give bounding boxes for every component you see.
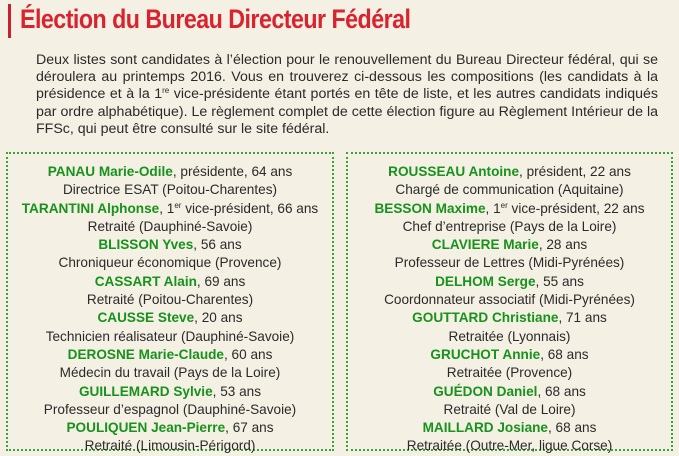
candidate-role: , présidente, 64 ans — [172, 164, 293, 179]
candidate-role: , 68 ans — [548, 420, 597, 436]
candidate-detail: Retraité (Poitou-Charentes) — [86, 292, 254, 308]
candidate-name: MAILLARD Josiane — [422, 420, 548, 436]
page-title: Élection du Bureau Directeur Fédéral — [20, 4, 411, 34]
candidate-role: , 53 ans — [212, 383, 262, 399]
candidate-detail: Retraitée (Provence) — [446, 365, 573, 381]
candidate-name: CASSART Alain — [94, 273, 197, 289]
candidate-entry — [348, 309, 671, 346]
candidate-entry — [8, 383, 332, 420]
candidate-name: BLISSON Yves — [98, 237, 194, 253]
candidate-name: BESSON Maxime — [374, 200, 486, 216]
title-accent-bar — [8, 4, 11, 38]
candidate-list-right — [346, 152, 673, 454]
candidate-role: , 60 ans — [224, 346, 273, 362]
candidate-name: DELHOM Serge — [435, 273, 536, 289]
candidate-entry — [8, 346, 332, 383]
candidate-name: TARANTINI Alphonse — [21, 200, 160, 216]
candidate-name: ROUSSEAU Antoine — [388, 164, 520, 179]
candidate-role: , 1 — [485, 200, 501, 216]
candidate-heading — [8, 200, 332, 218]
candidate-entry — [348, 236, 671, 273]
candidate-name: GRUCHOT Annie — [430, 346, 541, 362]
candidate-heading — [8, 163, 332, 181]
candidate-entry — [348, 273, 671, 310]
intro-superscript: re — [162, 86, 170, 96]
candidate-heading — [8, 383, 332, 401]
candidate-name: POULIQUEN Jean-Pierre — [66, 420, 226, 436]
candidate-detail: Retraitée (Lyonnais) — [448, 328, 571, 344]
candidate-detail: Directrice ESAT (Poitou-Charentes) — [62, 182, 278, 198]
candidate-detail: Professeur d’espagnol (Dauphiné-Savoie) — [43, 401, 297, 417]
candidate-entry — [348, 419, 671, 456]
intro-paragraph — [36, 52, 658, 138]
candidate-entry — [348, 163, 671, 200]
intro-text-1: Deux listes sont candidates à l’élection pour le renouvellement du Bureau Directeur fédéral, qui se déroulera au printemps 2016. Vous en trouverez ci-dessous les compositions (les candidats à la présidence et à la 1 — [36, 52, 658, 103]
candidate-role: , 68 ans — [540, 346, 589, 362]
candidate-heading — [8, 346, 332, 364]
candidate-detail: Professeur de Lettres (Midi-Pyrénées) — [394, 255, 625, 271]
candidate-heading — [8, 309, 332, 327]
candidate-detail: Retraité (Limousin-Périgord) — [84, 438, 256, 454]
candidate-heading — [348, 309, 671, 327]
candidate-list-left — [6, 152, 334, 454]
candidate-detail: Médecin du travail (Pays de la Loire) — [59, 365, 281, 381]
candidate-role: , 56 ans — [193, 237, 242, 253]
candidate-role: , 1 — [159, 200, 175, 216]
ordinal-superscript: er — [174, 200, 182, 210]
candidate-detail: Chargé de communication (Aquitaine) — [395, 182, 624, 198]
candidate-role: , 67 ans — [225, 420, 274, 436]
candidate-entry — [8, 163, 332, 200]
candidate-name: GUILLEMARD Sylvie — [78, 383, 213, 399]
candidate-detail: Retraité (Val de Loire) — [443, 401, 576, 417]
candidate-entry — [348, 383, 671, 420]
candidate-entry — [8, 273, 332, 310]
candidate-name: CLAVIERE Marie — [431, 237, 539, 253]
candidate-detail: Retraitée (Outre-Mer, ligue Corse) — [406, 438, 613, 454]
candidate-role-suffix: vice-président, 22 ans — [507, 200, 645, 216]
intro-text-2: vice-présidente étant portés en tête de liste, et les autres candidats indiqués par ordre alphabétique). Le règlement complet de cette élection figure au Règlement Intérieur de la FFSc, qui peut être consulté sur le site fédéral. — [36, 86, 658, 137]
candidate-entry — [8, 200, 332, 237]
candidate-role: , 71 ans — [558, 310, 607, 326]
candidate-heading — [348, 419, 671, 437]
candidate-heading — [8, 236, 332, 254]
title-bar — [8, 2, 411, 42]
candidate-entry — [8, 309, 332, 346]
candidate-name: CAUSSE Steve — [97, 310, 195, 326]
candidate-name: GOUTTARD Christiane — [412, 310, 559, 326]
candidate-entry — [348, 346, 671, 383]
candidate-heading — [8, 273, 332, 291]
candidate-heading — [348, 200, 671, 218]
candidate-name: PANAU Marie-Odile — [47, 164, 173, 179]
candidate-heading — [348, 383, 671, 401]
candidate-heading — [348, 163, 671, 181]
candidate-entry — [8, 419, 332, 456]
candidate-role: , 55 ans — [535, 273, 584, 289]
candidate-role: , 69 ans — [196, 273, 246, 289]
candidate-heading — [348, 236, 671, 254]
candidate-detail: Chroniqueur économique (Provence) — [58, 255, 282, 271]
candidate-name: GUÉDON Daniel — [433, 383, 538, 399]
candidate-name: DEROSNE Marie-Claude — [67, 346, 224, 362]
candidate-detail: Chef d’entreprise (Pays de la Loire) — [402, 218, 617, 234]
candidate-heading — [8, 419, 332, 437]
candidate-detail: Coordonnateur associatif (Midi-Pyrénées) — [384, 292, 635, 308]
candidate-detail: Retraité (Dauphiné-Savoie) — [87, 218, 253, 234]
candidate-detail: Technicien réalisateur (Dauphiné-Savoie) — [45, 328, 295, 344]
candidate-role: , 20 ans — [194, 310, 243, 326]
candidate-role-suffix: vice-président, 66 ans — [181, 200, 319, 216]
candidate-heading — [348, 273, 671, 291]
candidate-role: , 68 ans — [537, 383, 586, 399]
candidate-role: , 28 ans — [538, 237, 588, 253]
candidate-heading — [348, 346, 671, 364]
candidate-entry — [8, 236, 332, 273]
candidate-entry — [348, 200, 671, 237]
candidate-role: , président, 22 ans — [519, 164, 631, 179]
ordinal-superscript: er — [500, 200, 508, 210]
